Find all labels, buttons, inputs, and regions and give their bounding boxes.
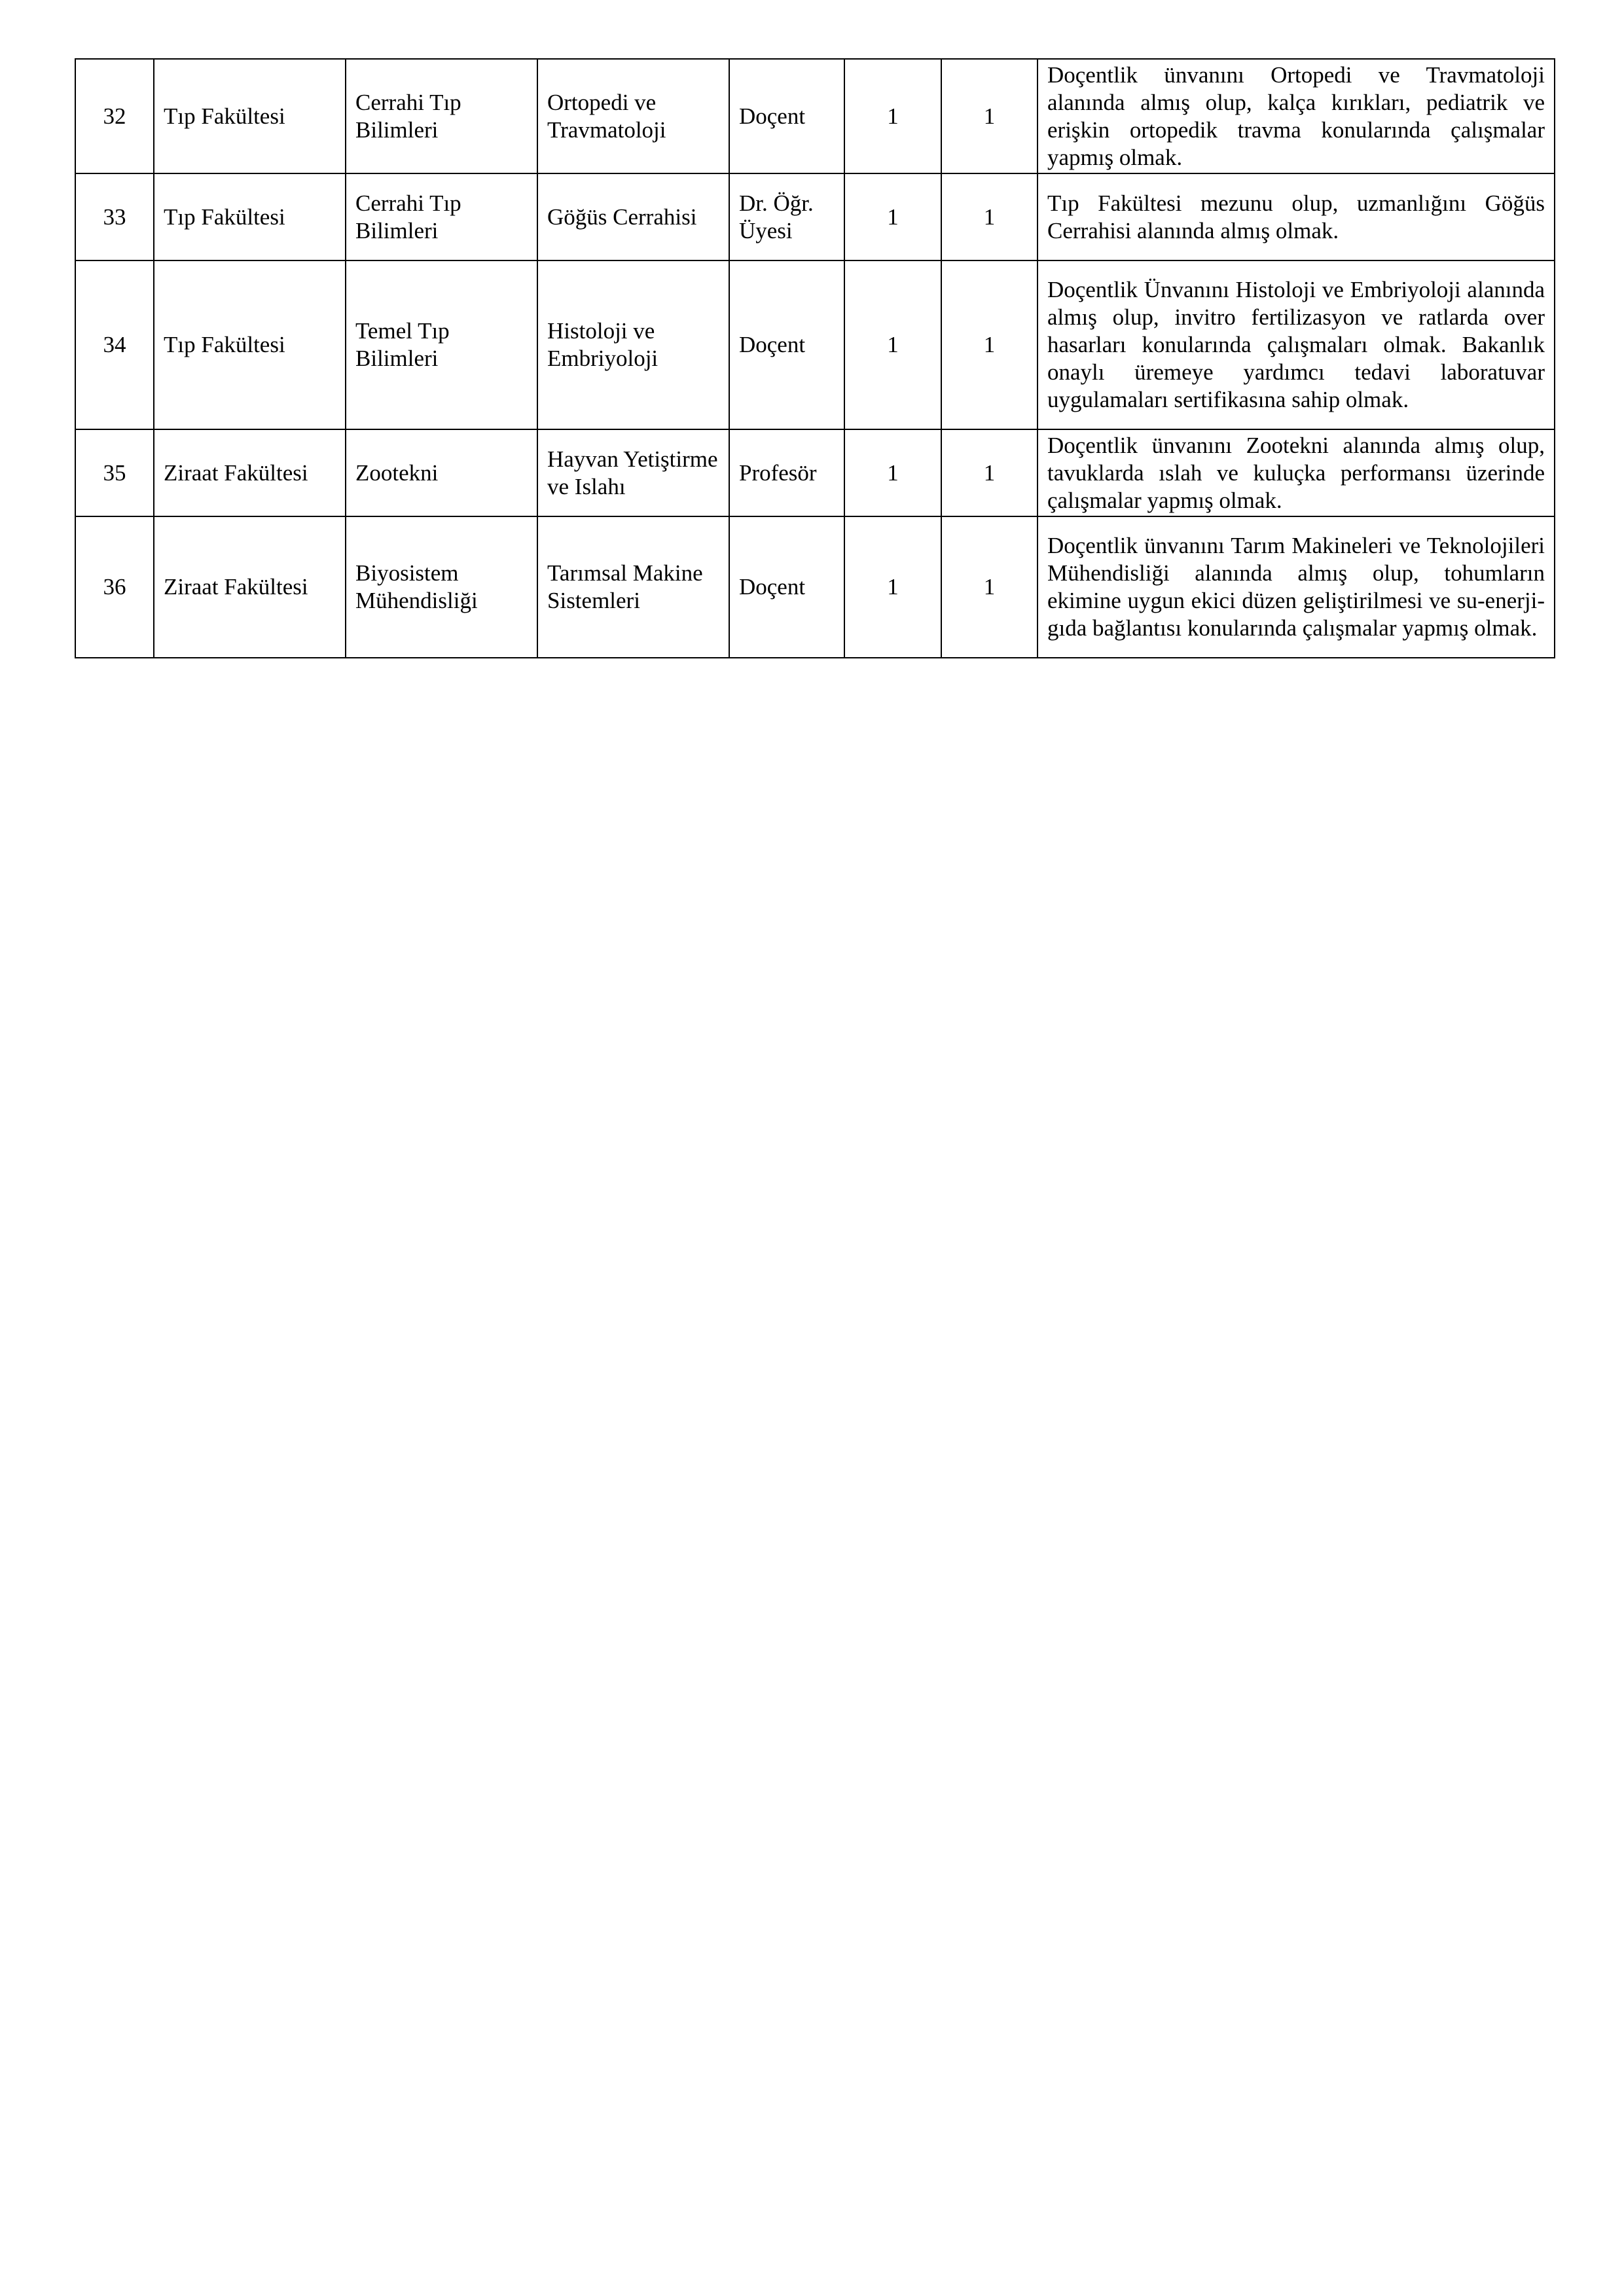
academic-title-cell: Doçent (729, 516, 844, 658)
field-cell: Hayvan Yetiştirme ve Islahı (537, 429, 729, 516)
department-cell: Temel Tıp Bilimleri (346, 260, 537, 429)
count-cell: 1 (941, 173, 1038, 260)
faculty-cell: Tıp Fakültesi (154, 59, 346, 173)
requirement-cell: Doçentlik Ünvanını Histoloji ve Embriyoloji alanında almış olup, invitro fertilizasyon ve ratlarda over hasarları konularında çalışmaları olmak. Bakanlık onaylı üremeye yardımcı tedavi laboratuvar uygulamaları sertifikasına sahip olmak. (1038, 260, 1555, 429)
table-row (75, 516, 1555, 658)
requirement-cell: Doçentlik ünvanını Tarım Makineleri ve Teknolojileri Mühendisliği alanında almış olup, tohumların ekimine uygun ekici düzen geliştirilmesi ve su-enerji-gıda bağlantısı konularında çalışmalar yapmış olmak. (1038, 516, 1555, 658)
count-cell: 1 (941, 516, 1038, 658)
faculty-cell: Ziraat Fakültesi (154, 516, 346, 658)
count-cell: 1 (844, 429, 941, 516)
row-number-cell: 35 (75, 429, 154, 516)
faculty-cell: Ziraat Fakültesi (154, 429, 346, 516)
count-cell: 1 (941, 429, 1038, 516)
department-cell: Zootekni (346, 429, 537, 516)
positions-table (75, 58, 1555, 658)
count-cell: 1 (844, 516, 941, 658)
count-cell: 1 (844, 260, 941, 429)
academic-title-cell: Doçent (729, 260, 844, 429)
row-number-cell: 33 (75, 173, 154, 260)
department-cell: Biyosistem Mühendisliği (346, 516, 537, 658)
table-row (75, 429, 1555, 516)
count-cell: 1 (941, 59, 1038, 173)
field-cell: Ortopedi ve Travmatoloji (537, 59, 729, 173)
requirement-cell: Doçentlik ünvanını Zootekni alanında almış olup, tavuklarda ıslah ve kuluçka performansı üzerinde çalışmalar yapmış olmak. (1038, 429, 1555, 516)
field-cell: Histoloji ve Embriyoloji (537, 260, 729, 429)
row-number-cell: 32 (75, 59, 154, 173)
table-row (75, 260, 1555, 429)
faculty-cell: Tıp Fakültesi (154, 260, 346, 429)
field-cell: Tarımsal Makine Sistemleri (537, 516, 729, 658)
requirement-cell: Doçentlik ünvanını Ortopedi ve Travmatoloji alanında almış olup, kalça kırıkları, pediatrik ve erişkin ortopedik travma konularında çalışmalar yapmış olmak. (1038, 59, 1555, 173)
count-cell: 1 (844, 173, 941, 260)
table-row (75, 59, 1555, 173)
field-cell: Göğüs Cerrahisi (537, 173, 729, 260)
count-cell: 1 (941, 260, 1038, 429)
table-row (75, 173, 1555, 260)
row-number-cell: 34 (75, 260, 154, 429)
academic-title-cell: Profesör (729, 429, 844, 516)
academic-title-cell: Dr. Öğr. Üyesi (729, 173, 844, 260)
requirement-cell: Tıp Fakültesi mezunu olup, uzmanlığını Göğüs Cerrahisi alanında almış olmak. (1038, 173, 1555, 260)
department-cell: Cerrahi Tıp Bilimleri (346, 59, 537, 173)
faculty-cell: Tıp Fakültesi (154, 173, 346, 260)
row-number-cell: 36 (75, 516, 154, 658)
count-cell: 1 (844, 59, 941, 173)
academic-title-cell: Doçent (729, 59, 844, 173)
department-cell: Cerrahi Tıp Bilimleri (346, 173, 537, 260)
